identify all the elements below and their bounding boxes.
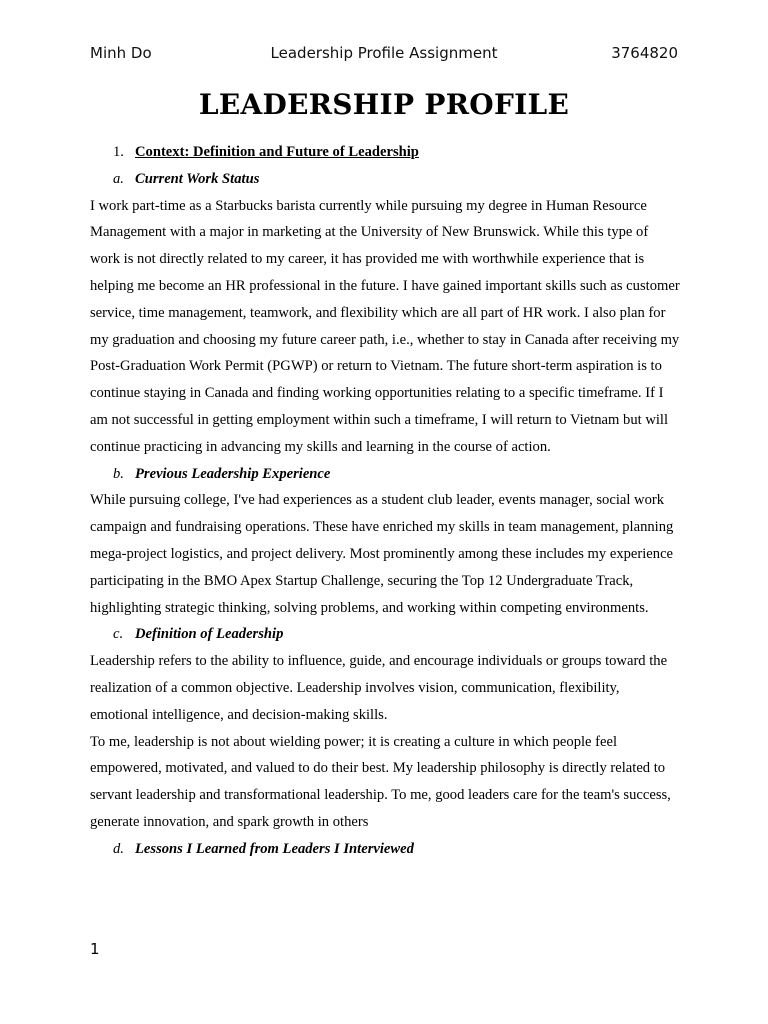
header-author: Minh Do xyxy=(90,44,152,62)
subheading-letter: c. xyxy=(113,626,124,643)
page-header xyxy=(90,44,678,66)
subheading-current-work-status xyxy=(90,166,680,193)
document-body xyxy=(90,139,680,863)
paragraph-leadership-philosophy: To me, leadership is not about wielding power; it is creating a culture in which people feel empowered, motivated, and valued to do their best. My leadership philosophy is directly related to servant leadership and transformational leadership. To me, good leaders care for the team's success, generate innovation, and spark growth in others xyxy=(90,733,671,830)
subheading-label: Current Work Status xyxy=(135,170,260,187)
header-student-id: 3764820 xyxy=(611,44,678,62)
subheading-letter: b. xyxy=(113,465,124,482)
section-heading-1 xyxy=(90,139,680,166)
subheading-label: Lessons I Learned from Leaders I Interviewed xyxy=(135,840,414,857)
subheading-letter: d. xyxy=(113,840,124,857)
paragraph-definition-of-leadership: Leadership refers to the ability to influence, guide, and encourage individuals or groups toward the realization of a common objective. Leadership involves vision, communication, flexibility, emotional intelligence, and decision-making skills. xyxy=(90,653,668,723)
subheading-definition-of-leadership xyxy=(90,621,680,648)
page-number: 1 xyxy=(90,940,100,958)
subheading-label: Previous Leadership Experience xyxy=(135,465,331,482)
subheading-letter: a. xyxy=(113,170,124,187)
paragraph-current-work-status: I work part-time as a Starbucks barista currently while pursuing my degree in Human Resource Management with a major in marketing at the University of New Brunswick. While this type of work is not directly related to my career, it has provided me with worthwhile experience that is helping me become an HR professional in the future. I have gained important skills such as customer service, time management, teamwork, and flexibility which are all part of HR work. I also plan for my graduation and choosing my future career path, i.e., whether to stay in Canada after receiving my Post-Graduation Work Permit (PGWP) or return to Vietnam. The future short-term aspiration is to continue staying in Canada and finding working opportunities relating to a specific timeframe. If I am not successful in getting employment within such a timeframe, I will return to Vietnam but will continue practicing in advancing my skills and learning in the course of action. xyxy=(90,197,680,455)
paragraph-previous-leadership-experience: While pursuing college, I've had experiences as a student club leader, events manager, social work campaign and fundraising operations. These have enriched my skills in team management, planning mega-project logistics, and project delivery. Most prominently among these includes my experience participating in the BMO Apex Startup Challenge, securing the Top 12 Undergraduate Track, highlighting strategic thinking, solving problems, and working within competing environments. xyxy=(90,492,674,616)
section-number: 1. xyxy=(113,144,124,160)
document-title: LEADERSHIP PROFILE xyxy=(198,88,570,121)
subheading-label: Definition of Leadership xyxy=(135,626,284,643)
subheading-lessons-learned xyxy=(90,836,680,863)
section-label: Context: Definition and Future of Leadership xyxy=(135,144,419,160)
subheading-previous-leadership-experience xyxy=(90,461,680,488)
header-course: Leadership Profile Assignment xyxy=(270,44,498,62)
